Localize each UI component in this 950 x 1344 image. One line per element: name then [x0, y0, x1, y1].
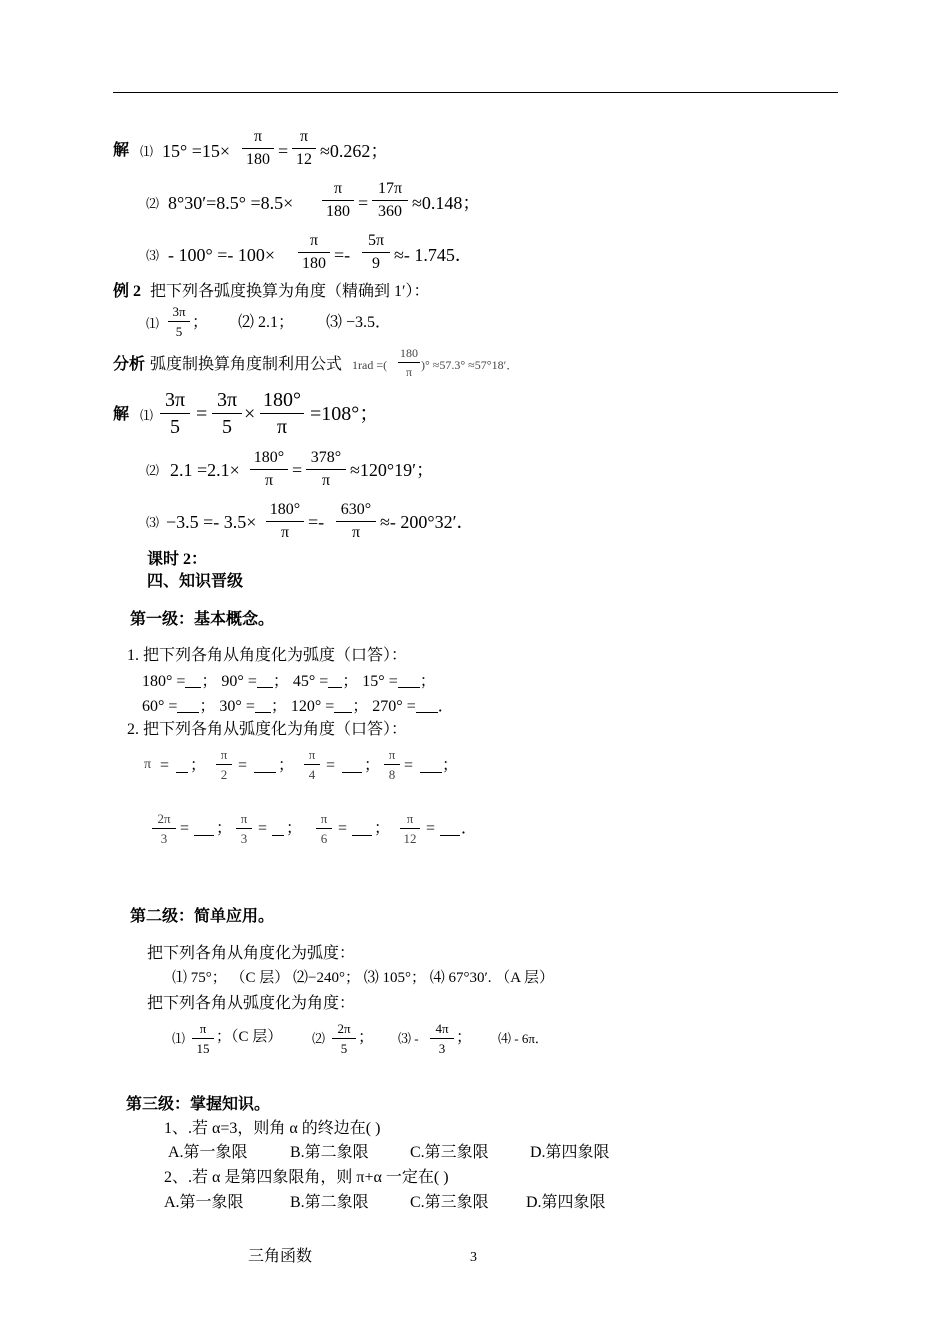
equals: = [426, 820, 436, 837]
times: × [244, 403, 256, 425]
item-number: ⑴ [146, 316, 160, 331]
level2-title: 第二级：简单应用。 [130, 908, 275, 925]
answer-blank[interactable] [272, 821, 284, 836]
fraction: $\frac{3\pi}{5}$ [212, 390, 242, 437]
equals: = [238, 757, 248, 774]
separator: ； [190, 757, 207, 774]
result: ≈0.148； [412, 193, 481, 213]
result: ≈- 200°32′． [380, 512, 475, 532]
fraction: $\frac{180^\circ}{\pi}$ [260, 390, 304, 437]
solution-label: 解 [113, 406, 130, 423]
fraction: $\frac{17\pi}{360}$ [372, 181, 408, 220]
answer-blank[interactable] [416, 698, 438, 713]
header-rule [113, 92, 838, 93]
answer-row: 60° = ； 30° = ； 120° = ； 270° = ． [142, 698, 454, 715]
equals: = [258, 820, 268, 837]
answer-blank[interactable] [440, 821, 460, 836]
answer-blank[interactable] [334, 698, 352, 713]
separator: ； [358, 1029, 375, 1046]
level-note: ；（C 层） [216, 1029, 283, 1045]
equals: = [180, 820, 190, 837]
fraction: $\frac{630^\circ}{\pi}$ [336, 502, 376, 541]
fraction: $\frac{\pi}{3}$ [236, 812, 252, 845]
fraction: $\frac{\pi}{4}$ [304, 748, 320, 781]
answer-blank[interactable] [177, 698, 199, 713]
item-number: ⑶ [146, 248, 160, 263]
equals: =- [334, 245, 351, 265]
fraction: $\frac{\pi}{180}$ [298, 233, 330, 272]
section-heading: 四、知识晋级 [147, 573, 244, 590]
item-number: ⑵ [146, 463, 160, 478]
item-number: ⑴ [140, 144, 154, 159]
result: ≈- 1.745． [394, 245, 473, 265]
example-label: 例 2 [113, 283, 142, 300]
fraction: $\frac{180^\circ}{\pi}$ [266, 502, 304, 541]
fraction: $\frac{3\pi}{5}$ [168, 305, 190, 338]
option-b[interactable]: B.第二象限 [290, 1144, 369, 1161]
solution-label: 解 [113, 142, 130, 159]
separator: ； [374, 820, 391, 837]
page-number: 3 [470, 1250, 477, 1265]
item-number: ⑶ - [398, 1031, 419, 1046]
equals: = [404, 757, 414, 774]
equals: =- [308, 512, 325, 532]
example-item: ⑶ −3.5． [326, 314, 392, 331]
item-number: ⑴ [140, 408, 154, 423]
answer-blank[interactable] [255, 698, 271, 713]
expression: - 100° =- 100× [168, 245, 275, 265]
formula-post: )° ≈57.3° ≈57°18′． [421, 358, 519, 372]
expression: 15° =15× [162, 141, 231, 161]
question-items: ⑴ 75°； （C 层） ⑵−240°； ⑶ 105°； ⑷ 67°30′. （A 层） [172, 970, 554, 986]
level1-title: 第一级：基本概念。 [130, 611, 275, 628]
equals: = [358, 193, 369, 213]
equals: = [196, 403, 208, 425]
fraction: $\frac{\pi}{180}$ [322, 181, 354, 220]
answer-blank[interactable] [185, 673, 201, 688]
separator: ； [278, 757, 295, 774]
item-number: ⑵ [312, 1031, 326, 1046]
question: 1、.若 α=3，则角 α 的终边在( ) [164, 1120, 381, 1137]
example-text: 把下列各弧度换算为角度（精确到 1′）： [150, 283, 430, 300]
separator: ； [364, 757, 381, 774]
fraction: $\frac{\pi}{6}$ [316, 812, 332, 845]
result: ≈120°19′； [350, 460, 435, 480]
answer-blank[interactable] [254, 758, 276, 773]
lesson-heading: 课时 2： [147, 551, 208, 568]
analysis-text: 弧度制换算角度制利用公式 [150, 356, 343, 373]
level3-title: 第三级：掌握知识。 [126, 1096, 271, 1113]
separator: ． [461, 820, 478, 837]
question: 把下列各角从角度化为弧度： [147, 945, 356, 962]
example-item: ⑵ 2.1； [238, 314, 295, 331]
separator: ； [286, 820, 303, 837]
fraction: $\frac{\pi}{2}$ [216, 748, 232, 781]
equals: = [326, 757, 336, 774]
question-item: ⑷ - 6π． [498, 1031, 548, 1046]
footer-title: 三角函数 [248, 1248, 313, 1265]
separator: ； [456, 1029, 473, 1046]
equals: = [338, 820, 348, 837]
question: 把下列各角从弧度化为角度： [147, 995, 356, 1012]
equals: = [160, 757, 170, 774]
option-d[interactable]: D.第四象限 [530, 1144, 610, 1161]
answer-row: 180° = ； 90° = ； 45° = ； 15° = ； [142, 673, 436, 690]
fraction: $\frac{180}{\pi}$ [400, 346, 418, 379]
option-a[interactable]: A.第一象限 [168, 1144, 248, 1161]
separator: ； [192, 314, 209, 331]
fraction: $\frac{2\pi}{3}$ [152, 812, 176, 845]
result: ≈0.262； [320, 141, 389, 161]
question: 2、.若 α 是第四象限角，则 π+α 一定在( ) [164, 1169, 449, 1186]
option-a[interactable]: A.第一象限 [164, 1194, 244, 1211]
option-c[interactable]: C.第三象限 [410, 1194, 489, 1211]
fraction: $\frac{180^\circ}{\pi}$ [250, 450, 288, 489]
answer-blank[interactable] [257, 673, 273, 688]
result: =108°； [310, 403, 380, 425]
item-number: ⑶ [146, 515, 160, 530]
fraction: $\frac{\pi}{12}$ [292, 129, 316, 168]
expression: 8°30′=8.5° =8.5× [168, 193, 294, 213]
equals: = [278, 141, 289, 161]
fraction: $\frac{\pi}{8}$ [384, 748, 400, 781]
answer-blank[interactable] [194, 821, 214, 836]
answer-blank[interactable] [342, 758, 362, 773]
option-b[interactable]: B.第二象限 [290, 1194, 369, 1211]
equals: = [292, 460, 303, 480]
answer-blank[interactable] [328, 673, 342, 688]
question: 1. 把下列各角从角度化为弧度（口答）： [127, 647, 408, 664]
option-c[interactable]: C.第三象限 [410, 1144, 489, 1161]
fraction: $\frac{378^\circ}{\pi}$ [306, 450, 346, 489]
answer-blank[interactable] [352, 821, 372, 836]
separator: ； [216, 820, 233, 837]
answer-blank[interactable] [420, 758, 442, 773]
answer-blank[interactable] [398, 673, 420, 688]
answer-blank[interactable] [176, 758, 188, 773]
fraction: $\frac{\pi}{12}$ [400, 812, 420, 845]
fraction: $\frac{2\pi}{5}$ [332, 1022, 356, 1055]
formula-pre: 1rad =( [352, 358, 388, 372]
expression: −3.5 =- 3.5× [166, 512, 257, 532]
fraction: $\frac{\pi}{180}$ [242, 129, 274, 168]
analysis-label: 分析 [113, 356, 146, 373]
item-number: ⑴ [172, 1031, 186, 1046]
fraction: $\frac{3\pi}{5}$ [160, 390, 190, 437]
fraction: $\frac{4\pi}{3}$ [430, 1022, 454, 1055]
expression: 2.1 =2.1× [170, 460, 240, 480]
question: 2. 把下列各角从弧度化为角度（口答）： [127, 721, 408, 738]
separator: ； [442, 757, 459, 774]
pi-symbol: π [144, 757, 152, 772]
fraction: $\frac{5\pi}{9}$ [362, 233, 390, 272]
option-d[interactable]: D.第四象限 [526, 1194, 606, 1211]
fraction: $\frac{\pi}{15}$ [192, 1022, 214, 1055]
item-number: ⑵ [146, 196, 160, 211]
